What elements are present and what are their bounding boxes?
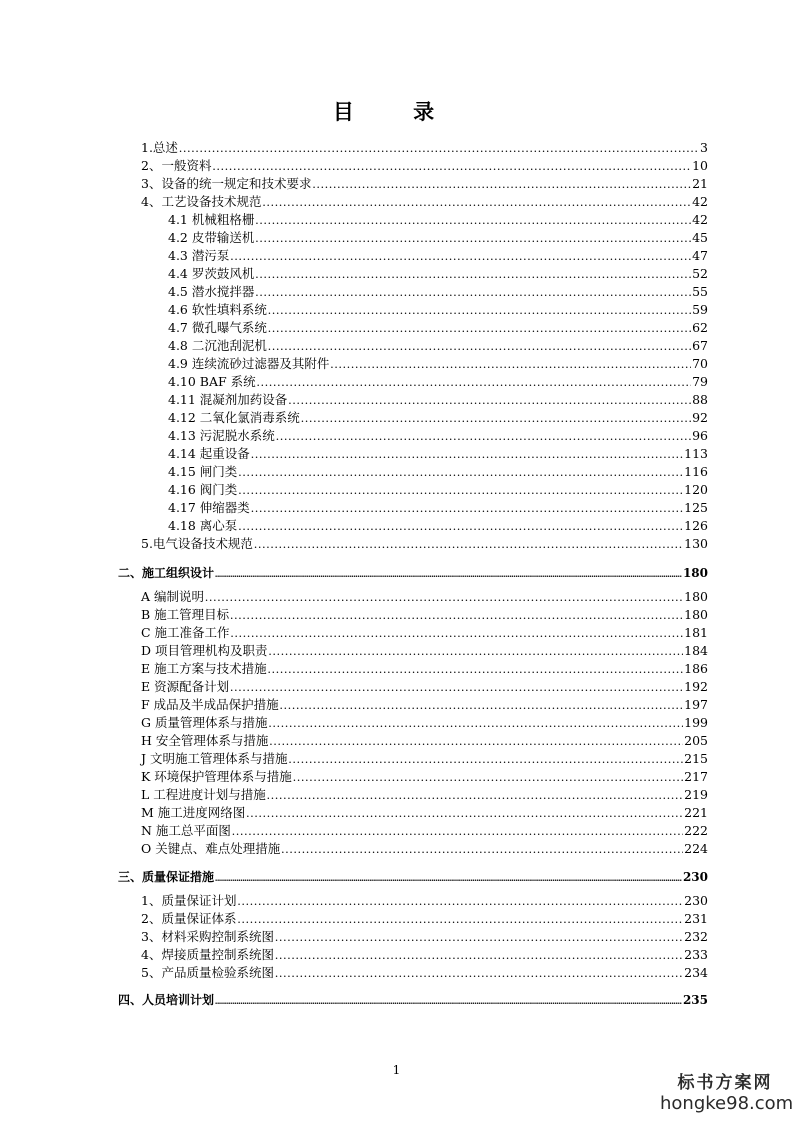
toc-entry-label: A 编制说明 xyxy=(141,589,205,604)
toc-entry[interactable] xyxy=(168,248,708,263)
toc-entry-page: 67 xyxy=(692,338,708,353)
toc-entry-label: 三、质量保证措施 xyxy=(118,870,215,884)
toc-entry-label: H 安全管理体系与措施 xyxy=(141,733,269,748)
toc-entry-label: 4.7 微孔曝气系统 xyxy=(168,320,267,335)
toc-entry-label: B 施工管理目标 xyxy=(141,607,230,622)
toc-entry[interactable] xyxy=(141,911,708,926)
toc-entry[interactable] xyxy=(168,446,708,461)
toc-leader-dots xyxy=(268,321,691,336)
toc-entry-label: 4.2 皮带输送机 xyxy=(168,230,255,245)
toc-entry-page: 235 xyxy=(682,993,708,1007)
toc-entry-page: 222 xyxy=(684,823,708,838)
toc-entry[interactable] xyxy=(141,661,708,676)
toc-entry-label: D 项目管理机构及职责 xyxy=(141,643,268,658)
toc-entry[interactable] xyxy=(168,500,708,515)
toc-entry-page: 230 xyxy=(682,870,708,884)
toc-entry-label: L 工程进度计划与措施 xyxy=(141,787,266,802)
toc-entry[interactable] xyxy=(141,697,708,712)
toc-entry-page: 186 xyxy=(684,661,708,676)
toc-entry-page: 197 xyxy=(684,697,708,712)
toc-leader-dots xyxy=(230,608,683,623)
toc-leader-dots xyxy=(237,894,683,909)
toc-leader-dots xyxy=(179,141,699,156)
toc-entry-page: 45 xyxy=(692,230,708,245)
toc-entry-page: 215 xyxy=(684,751,708,766)
toc-entry-page: 192 xyxy=(684,679,708,694)
toc-entry-label: 二、施工组织设计 xyxy=(118,566,215,580)
toc-entry-label: 四、人员培训计划 xyxy=(118,993,215,1007)
toc-entry-page: 62 xyxy=(692,320,708,335)
toc-entry[interactable] xyxy=(168,392,708,407)
toc-leader-dots xyxy=(251,501,683,516)
toc-entry-label: 4.11 混凝剂加药设备 xyxy=(168,392,288,407)
toc-leader-dots xyxy=(215,567,682,582)
toc-entry-label: 4、焊接质量控制系统图 xyxy=(141,947,274,962)
toc-leader-dots xyxy=(255,285,691,300)
toc-entry[interactable] xyxy=(168,410,708,425)
toc-entry-page: 10 xyxy=(692,158,708,173)
toc-entry[interactable] xyxy=(168,464,708,479)
toc-entry-page: 59 xyxy=(692,302,708,317)
toc-entry-label: O 关键点、难点处理措施 xyxy=(141,841,281,856)
toc-entry-page: 184 xyxy=(684,643,708,658)
toc-entry-page: 3 xyxy=(700,140,708,155)
toc-leader-dots xyxy=(230,680,683,695)
toc-entry[interactable] xyxy=(141,158,708,173)
toc-entry[interactable] xyxy=(141,625,708,640)
toc-entry[interactable] xyxy=(141,787,708,802)
toc-entry[interactable] xyxy=(141,841,708,856)
toc-entry-page: 219 xyxy=(684,787,708,802)
toc-leader-dots xyxy=(312,177,691,192)
toc-entry-label: 4.16 阀门类 xyxy=(168,482,238,497)
toc-entry-page: 217 xyxy=(684,769,708,784)
toc-entry-label: 4.18 离心泵 xyxy=(168,518,238,533)
toc-entry-label: 4.8 二沉池刮泥机 xyxy=(168,338,267,353)
toc-entry-page: 205 xyxy=(684,733,708,748)
toc-leader-dots xyxy=(205,590,683,605)
toc-entry-page: 232 xyxy=(684,929,708,944)
toc-leader-dots xyxy=(230,249,691,264)
toc-leader-dots xyxy=(288,393,691,408)
toc-entry[interactable] xyxy=(141,929,708,944)
toc-entry-label: G 质量管理体系与措施 xyxy=(141,715,268,730)
toc-leader-dots xyxy=(268,716,683,731)
toc-entry-page: 180 xyxy=(684,607,708,622)
toc-entry[interactable] xyxy=(141,733,708,748)
toc-leader-dots xyxy=(262,195,691,210)
toc-entry-page: 180 xyxy=(682,566,708,580)
toc-entry-page: 126 xyxy=(684,518,708,533)
toc-leader-dots xyxy=(237,912,683,927)
toc-leader-dots xyxy=(232,824,683,839)
toc-entry[interactable] xyxy=(141,751,708,766)
toc-entry-label: 5.电气设备技术规范 xyxy=(141,536,253,551)
toc-leader-dots xyxy=(289,752,684,767)
toc-entry-label: J 文明施工管理体系与措施 xyxy=(141,751,288,766)
toc-leader-dots xyxy=(267,788,683,803)
toc-entry[interactable] xyxy=(141,589,708,604)
toc-leader-dots xyxy=(238,483,683,498)
toc-entry[interactable] xyxy=(141,947,708,962)
toc-entry-label: 2、一般资料 xyxy=(141,158,212,173)
page-number: 1 xyxy=(392,1063,401,1077)
toc-leader-dots xyxy=(275,930,683,945)
toc-entry-page: 181 xyxy=(684,625,708,640)
toc-entry[interactable] xyxy=(168,266,708,281)
toc-leader-dots xyxy=(281,842,683,857)
toc-entry-label: 4.6 软性填料系统 xyxy=(168,302,267,317)
toc-entry-page: 79 xyxy=(692,374,708,389)
toc-entry[interactable] xyxy=(168,284,708,299)
toc-entry-page: 120 xyxy=(684,482,708,497)
toc-entry-label: 1.总述 xyxy=(141,140,178,155)
toc-leader-dots xyxy=(251,447,683,462)
toc-entry-page: 221 xyxy=(684,805,708,820)
toc-entry-page: 234 xyxy=(684,965,708,980)
toc-entry[interactable] xyxy=(168,230,708,245)
toc-leader-dots xyxy=(231,626,684,641)
toc-entry[interactable] xyxy=(168,212,708,227)
toc-entry-page: 113 xyxy=(684,446,708,461)
toc-leader-dots xyxy=(215,994,682,1009)
toc-entry[interactable] xyxy=(168,428,708,443)
toc-entry[interactable] xyxy=(141,679,708,694)
toc-entry-page: 47 xyxy=(692,248,708,263)
toc-entry[interactable] xyxy=(141,805,708,820)
toc-entry-label: E 施工方案与技术措施 xyxy=(141,661,267,676)
toc-entry-page: 199 xyxy=(684,715,708,730)
toc-entry[interactable] xyxy=(168,302,708,317)
toc-leader-dots xyxy=(257,375,691,390)
toc-leader-dots xyxy=(246,806,683,821)
toc-entry-label: 4.12 二氧化氯消毒系统 xyxy=(168,410,300,425)
toc-entry[interactable] xyxy=(141,536,708,551)
toc-leader-dots xyxy=(215,871,682,886)
toc-entry-page: 96 xyxy=(692,428,708,443)
toc-entry-label: N 施工总平面图 xyxy=(141,823,231,838)
toc-entry-page: 125 xyxy=(684,500,708,515)
toc-entry-label: 4.14 起重设备 xyxy=(168,446,250,461)
toc-entry-label: 4、工艺设备技术规范 xyxy=(141,194,262,209)
toc-section-heading[interactable] xyxy=(118,993,708,1008)
toc-entry-page: 42 xyxy=(692,212,708,227)
toc-leader-dots xyxy=(255,267,691,282)
toc-entry[interactable] xyxy=(141,194,708,209)
toc-leader-dots xyxy=(269,644,684,659)
toc-entry-label: F 成品及半成品保护措施 xyxy=(141,697,279,712)
toc-entry-label: K 环境保护管理体系与措施 xyxy=(141,769,292,784)
toc-entry-page: 224 xyxy=(684,841,708,856)
toc-section-heading[interactable] xyxy=(118,870,708,885)
toc-entry-label: 4.3 潜污泵 xyxy=(168,248,230,263)
toc-entry-label: 4.15 闸门类 xyxy=(168,464,238,479)
toc-entry-label: M 施工进度网络图 xyxy=(141,805,246,820)
toc-entry-label: 4.1 机械粗格栅 xyxy=(168,212,255,227)
toc-leader-dots xyxy=(276,429,691,444)
toc-entry[interactable] xyxy=(168,356,708,371)
toc-entry[interactable] xyxy=(168,518,708,533)
toc-entry-page: 180 xyxy=(684,589,708,604)
toc-entry[interactable] xyxy=(141,140,708,155)
toc-entry-label: 4.10 BAF 系统 xyxy=(168,374,256,389)
toc-entry-label: 4.13 污泥脱水系统 xyxy=(168,428,275,443)
toc-entry[interactable] xyxy=(141,893,708,908)
toc-entry-page: 55 xyxy=(692,284,708,299)
toc-entry[interactable] xyxy=(141,607,708,622)
toc-leader-dots xyxy=(268,662,684,677)
toc-entry-label: 5、产品质量检验系统图 xyxy=(141,965,274,980)
toc-entry-label: 2、质量保证体系 xyxy=(141,911,237,926)
toc-leader-dots xyxy=(301,411,691,426)
toc-entry-page: 231 xyxy=(684,911,708,926)
toc-entry-label: 4.4 罗茨鼓风机 xyxy=(168,266,255,281)
toc-entry-label: C 施工准备工作 xyxy=(141,625,230,640)
toc-entry-page: 21 xyxy=(692,176,708,191)
page-title: 目 录 xyxy=(332,99,461,124)
toc-entry[interactable] xyxy=(141,643,708,658)
toc-leader-dots xyxy=(275,948,683,963)
toc-leader-dots xyxy=(255,213,691,228)
toc-leader-dots xyxy=(275,966,683,981)
toc-entry[interactable] xyxy=(141,715,708,730)
toc-entry[interactable] xyxy=(141,823,708,838)
toc-entry[interactable] xyxy=(168,338,708,353)
toc-entry[interactable] xyxy=(141,176,708,191)
toc-entry-page: 233 xyxy=(684,947,708,962)
toc-leader-dots xyxy=(268,339,691,354)
toc-entry-page: 130 xyxy=(684,536,708,551)
toc-leader-dots xyxy=(268,303,691,318)
toc-leader-dots xyxy=(254,537,683,552)
toc-entry-label: 1、质量保证计划 xyxy=(141,893,237,908)
toc-leader-dots xyxy=(280,698,683,713)
watermark-brand: 标书方案网 xyxy=(677,1073,773,1093)
toc-entry-label: 3、设备的统一规定和技术要求 xyxy=(141,176,312,191)
toc-entry-page: 88 xyxy=(692,392,708,407)
toc-entry[interactable] xyxy=(141,965,708,980)
toc-entry-page: 52 xyxy=(692,266,708,281)
toc-entry-label: 4.17 伸缩器类 xyxy=(168,500,250,515)
toc-entry-label: E 资源配备计划 xyxy=(141,679,230,694)
toc-entry-label: 3、材料采购控制系统图 xyxy=(141,929,274,944)
toc-entry-label: 4.5 潜水搅拌器 xyxy=(168,284,255,299)
toc-entry[interactable] xyxy=(168,374,708,389)
toc-entry-page: 42 xyxy=(692,194,708,209)
toc-leader-dots xyxy=(269,734,683,749)
toc-entry-page: 116 xyxy=(684,464,708,479)
toc-entry[interactable] xyxy=(168,482,708,497)
toc-leader-dots xyxy=(293,770,683,785)
toc-entry-page: 70 xyxy=(692,356,708,371)
toc-leader-dots xyxy=(212,159,691,174)
toc-entry-page: 230 xyxy=(684,893,708,908)
toc-entry[interactable] xyxy=(168,320,708,335)
toc-section-heading[interactable] xyxy=(118,566,708,581)
toc-entry-page: 92 xyxy=(692,410,708,425)
toc-leader-dots xyxy=(255,231,691,246)
watermark-url: hongke98.com xyxy=(660,1093,793,1114)
toc-leader-dots xyxy=(330,357,691,372)
toc-entry[interactable] xyxy=(141,769,708,784)
toc-leader-dots xyxy=(238,465,683,480)
watermark xyxy=(660,1068,793,1114)
toc-leader-dots xyxy=(238,519,683,534)
toc-entry-label: 4.9 连续流砂过滤器及其附件 xyxy=(168,356,330,371)
